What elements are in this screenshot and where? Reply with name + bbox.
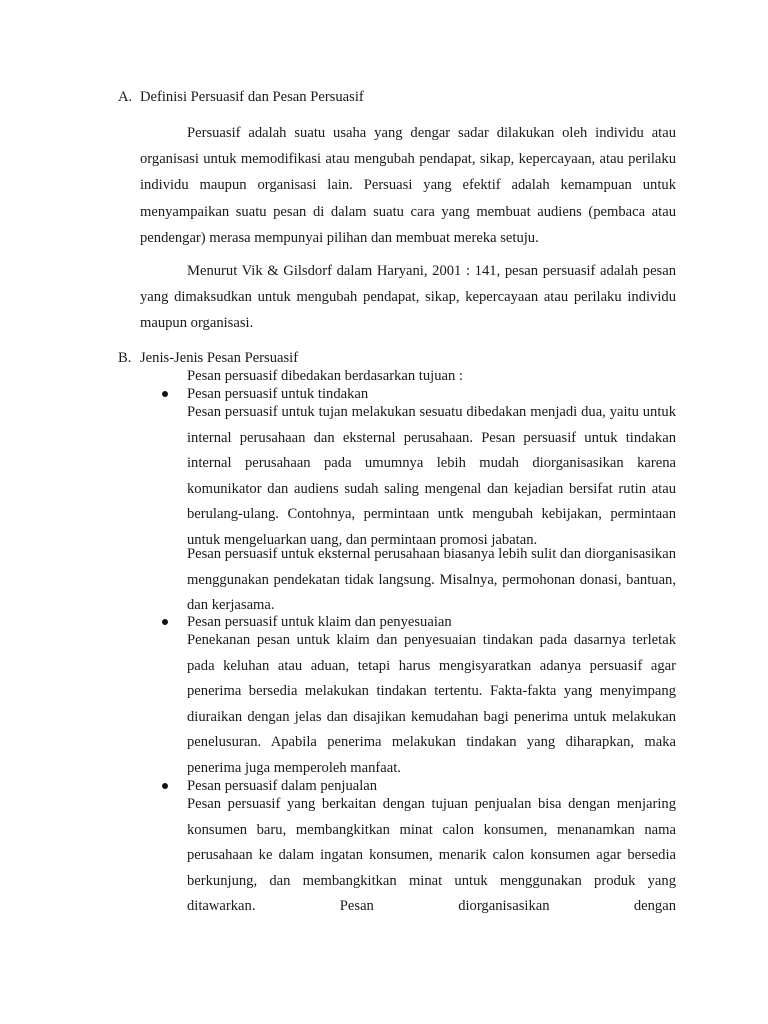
list-item-2-paragraph-1: Penekanan pesan untuk klaim dan penyesuaian tindakan pada dasarnya terletak pada keluhan atau aduan, tetapi harus mengisyaratkan adanya persuasif agar penerima bersedia melakukan tindakan tertentu. Fakta-fakta yang menyimpang diuraikan dengan jelas dan disajikan kemudahan bagi penerima untuk melakukan penelusuran. Apabila penerima melakukan tindakan yang diharapkan, maka penerima juga memperoleh manfaat. [187, 632, 676, 776]
list-item-3-paragraph-1: Pesan persuasif yang berkaitan dengan tujuan penjualan bisa dengan menjaring konsumen baru, membangkitkan minat calon konsumen, menanamkan nama perusahaan ke dalam ingatan konsumen, menarik calon konsumen agar bersedia berkunjung, dan membangkitkan minat untuk menggunakan produk yang ditawarkan. Pesan diorganisasikan dengan [187, 796, 676, 915]
section-b-heading [118, 349, 298, 367]
list-item-3-title: Pesan persuasif dalam penjualan [187, 778, 378, 794]
section-b-label: B. [118, 350, 132, 366]
section-b-title: Jenis-Jenis Pesan Persuasif [140, 350, 299, 366]
section-a-label: A. [118, 89, 133, 105]
section-a-paragraph-1: Persuasif adalah suatu usaha yang dengar sadar dilakukan oleh individu atau organisasi untuk memodifikasi atau mengubah pendapat, sikap, kepercayaan, atau perilaku individu maupun organisasi lain. Persuasi yang efektif adalah kemampuan untuk menyampaikan suatu pesan di dalam suatu cara yang membuat audiens (pembaca atau pendengar) merasa mempunyai pilihan dan membuat mereka setuju. [140, 125, 676, 246]
section-a-paragraph-2: Menurut Vik & Gilsdorf dalam Haryani, 2001 : 141, pesan persuasif adalah pesan yang dimaksudkan untuk mengubah pendapat, sikap, kepercayaan atau perilaku individu maupun organisasi. [140, 263, 676, 332]
list-item-1-paragraph-1: Pesan persuasif untuk tujan melakukan sesuatu dibedakan menjadi dua, yaitu untuk internal perusahaan dan eksternal perusahaan. Pesan persuasif untuk tindakan internal perusahaan pada umumnya lebih mudah diorganisasikan karena komunikator dan audiens sudah saling mengenal dan kejadian bersifat rutin atau berulang-ulang. Contohnya, permintaan untk mengubah kebijakan, permintaan untuk mengeluarkan uang, dan permintaan promosi jabatan. [187, 404, 676, 548]
bullet-icon [162, 619, 168, 625]
list-item-1-title: Pesan persuasif untuk tindakan [187, 386, 369, 402]
list-item-1-paragraph-2: Pesan persuasif untuk eksternal perusahaan biasanya lebih sulit dan diorganisasikan menggunakan pendekatan tidak langsung. Misalnya, permohonan donasi, bantuan, dan kerjasama. [187, 546, 676, 614]
bullet-icon [162, 783, 168, 789]
bullet-icon [162, 391, 168, 397]
section-a-heading [118, 88, 364, 106]
section-b-intro: Pesan persuasif dibedakan berdasarkan tujuan : [187, 368, 463, 384]
list-item-2-title: Pesan persuasif untuk klaim dan penyesuaian [187, 614, 452, 630]
section-a-title: Definisi Persuasif dan Pesan Persuasif [140, 89, 364, 105]
